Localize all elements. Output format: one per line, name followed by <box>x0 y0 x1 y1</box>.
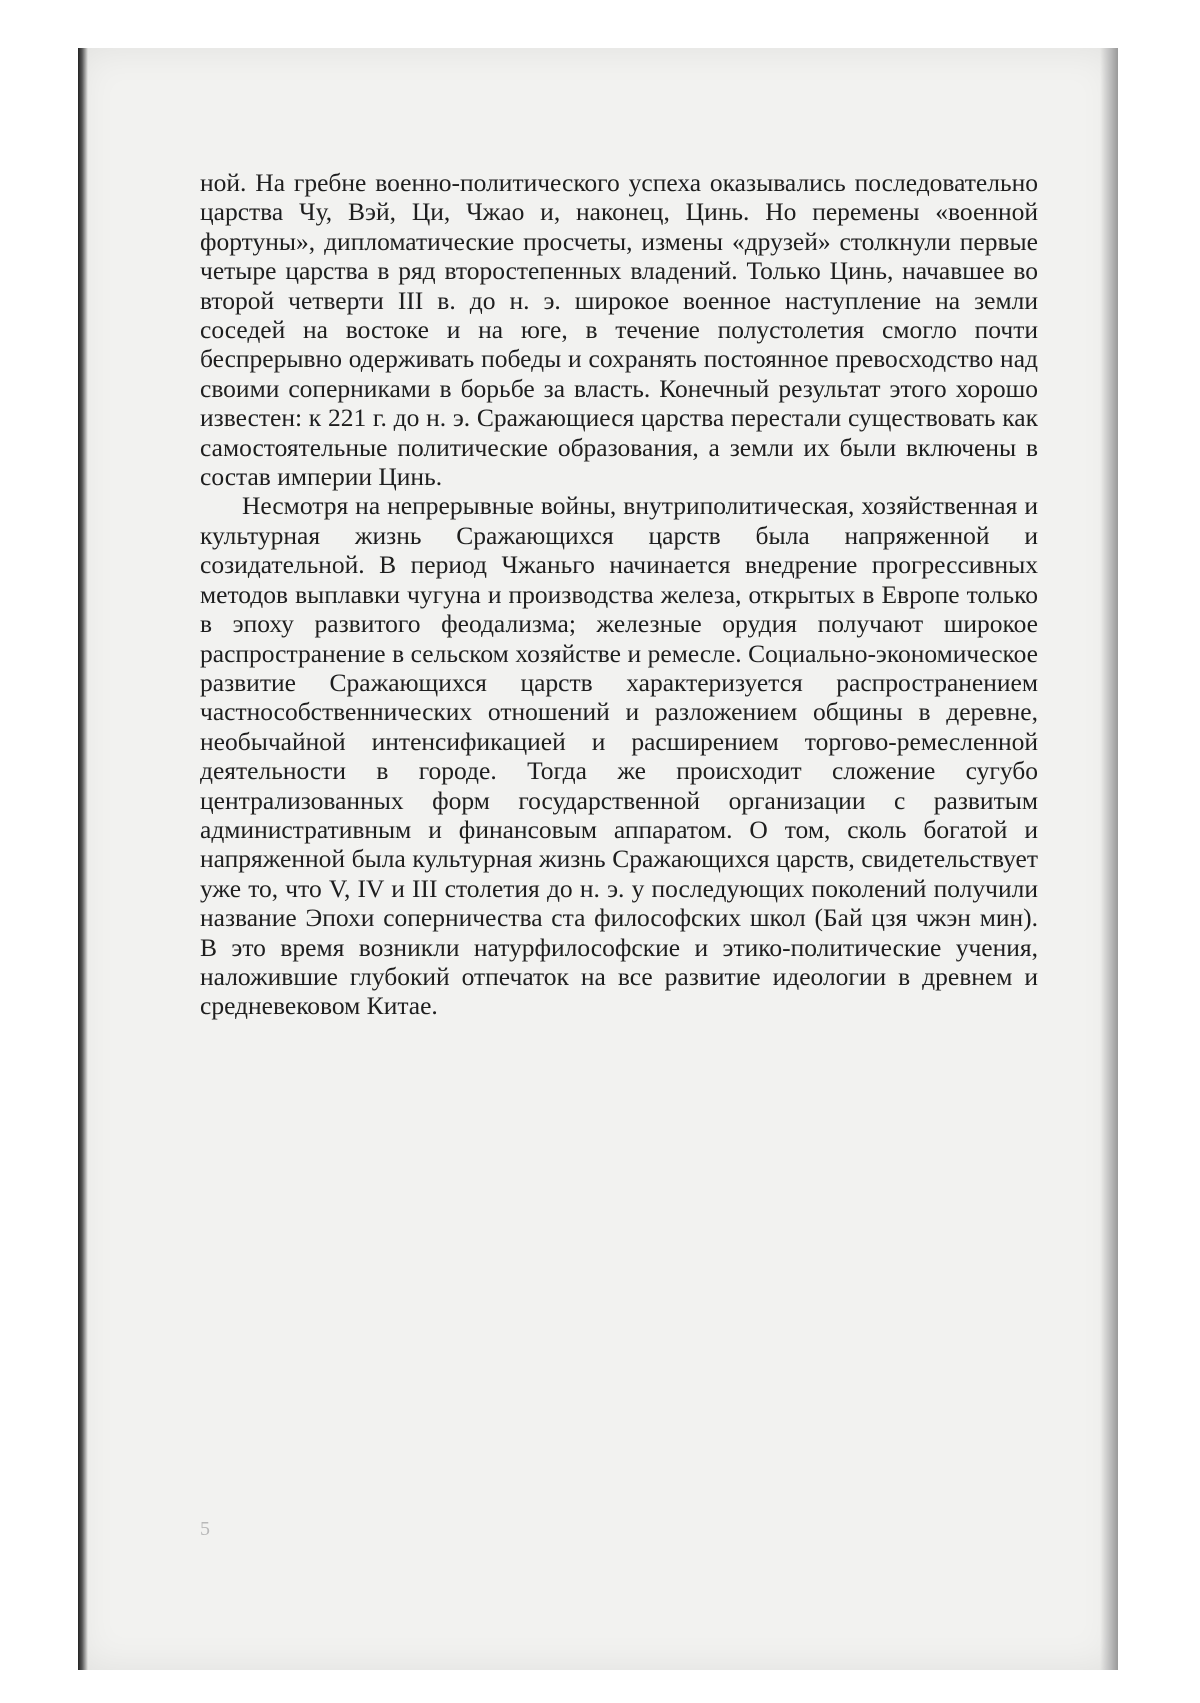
page-number: 5 <box>200 1518 210 1540</box>
body-text <box>200 168 1038 1021</box>
paragraph-2: Несмотря на непрерывные войны, внутриполитическая, хозяйственная и культурная жизнь Сражающихся царств была напряженной и созидательной. В период Чжаньго начинается внедрение прогрессивных методов выплавки чугуна и производства железа, открытых в Европе только в эпоху развитого феодализма; железные орудия получают широкое распространение в сельском хозяйстве и ремесле. Социально-экономическое развитие Сражающихся царств характеризуется распространением частнособственнических отношений и разложением общины в деревне, необычайной интенсификацией и расширением торгово-ремесленной деятельности в городе. Тогда же происходит сложение сугубо централизованных форм государственной организации с развитым административным и финансовым аппаратом. О том, сколь богатой и напряженной была культурная жизнь Сражающихся царств, свидетельствует уже то, что V, IV и III столетия до н. э. у последующих поколений получили название Эпохи соперничества ста философских школ (Бай цзя чжэн мин). В это время возникли натурфилософские и этико-политические учения, наложившие глубокий отпечаток на все развитие идеологии в древнем и средневековом Китае. <box>200 491 1038 1021</box>
page-left-shadow <box>78 48 88 1670</box>
paragraph-1: ной. На гребне военно-политического успеха оказывались последовательно царства Чу, Вэй, Ци, Чжао и, наконец, Цинь. Но перемены «военной фортуны», дипломатические просчеты, измены «друзей» столкнули первые четыре царства в ряд второстепенных владений. Только Цинь, начавшее во второй четверти III в. до н. э. широкое военное наступление на земли соседей на востоке и на юге, в течение полустолетия смогло почти беспрерывно одерживать победы и сохранять постоянное превосходство над своими соперниками в борьбе за власть. Конечный результат этого хорошо известен: к 221 г. до н. э. Сражающиеся царства перестали существовать как самостоятельные политические образования, а земли их были включены в состав империи Цинь. <box>200 168 1038 492</box>
page-right-shadow <box>1100 48 1118 1670</box>
